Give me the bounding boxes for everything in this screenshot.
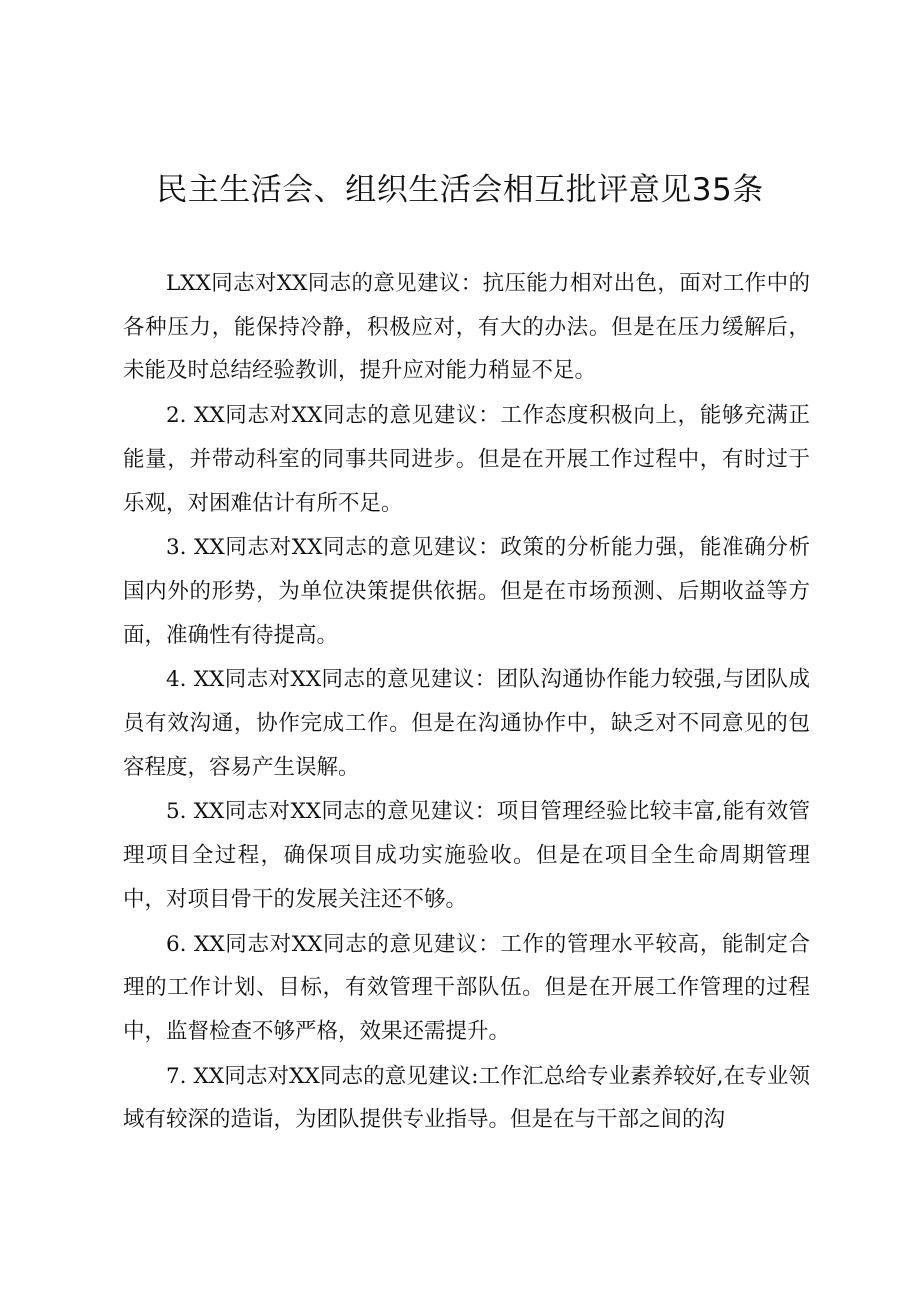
paragraph-2: 2. XX同志对XX同志的意见建议：工作态度积极向上，能够充满正能量，并带动科室的同事共同进步。但是在开展工作过程中，有时过于乐观，对困难估计有所不足。	[123, 403, 810, 516]
paragraph-7: 7. XX同志对XX同志的意见建议:工作汇总给专业素养较好,在专业领域有较深的造诣，为团队提供专业指导。但是在与干部之间的沟	[123, 1063, 810, 1133]
paragraph-3: 3. XX同志对XX同志的意见建议：政策的分析能力强，能准确分析国内外的形势，为单位决策提供依据。但是在市场预测、后期收益等方面，准确性有待提高。	[123, 535, 810, 648]
paragraph-5: 5. XX同志对XX同志的意见建议：项目管理经验比较丰富,能有效管理项目全过程，确保项目成功实施验收。但是在项目全生命周期管理中，对项目骨干的发展关注还不够。	[123, 799, 810, 912]
paragraph-4: 4. XX同志对XX同志的意见建议：团队沟通协作能力较强,与团队成员有效沟通，协作完成工作。但是在沟通协作中，缺乏对不同意见的包容程度，容易产生误解。	[123, 667, 810, 780]
paragraph-1: LXX同志对XX同志的意见建议：抗压能力相对出色，面对工作中的各种压力，能保持冷静，积极应对，有大的办法。但是在压力缓解后，未能及时总结经验教训，提升应对能力稍显不足。	[123, 271, 810, 384]
paragraph-6: 6. XX同志对XX同志的意见建议：工作的管理水平较高，能制定合理的工作计划、目标，有效管理干部队伍。但是在开展工作管理的过程中，监督检查不够严格，效果还需提升。	[123, 931, 810, 1044]
document-body	[123, 262, 810, 1143]
document-title: 民主生活会、组织生活会相互批评意见35条	[156, 172, 764, 208]
